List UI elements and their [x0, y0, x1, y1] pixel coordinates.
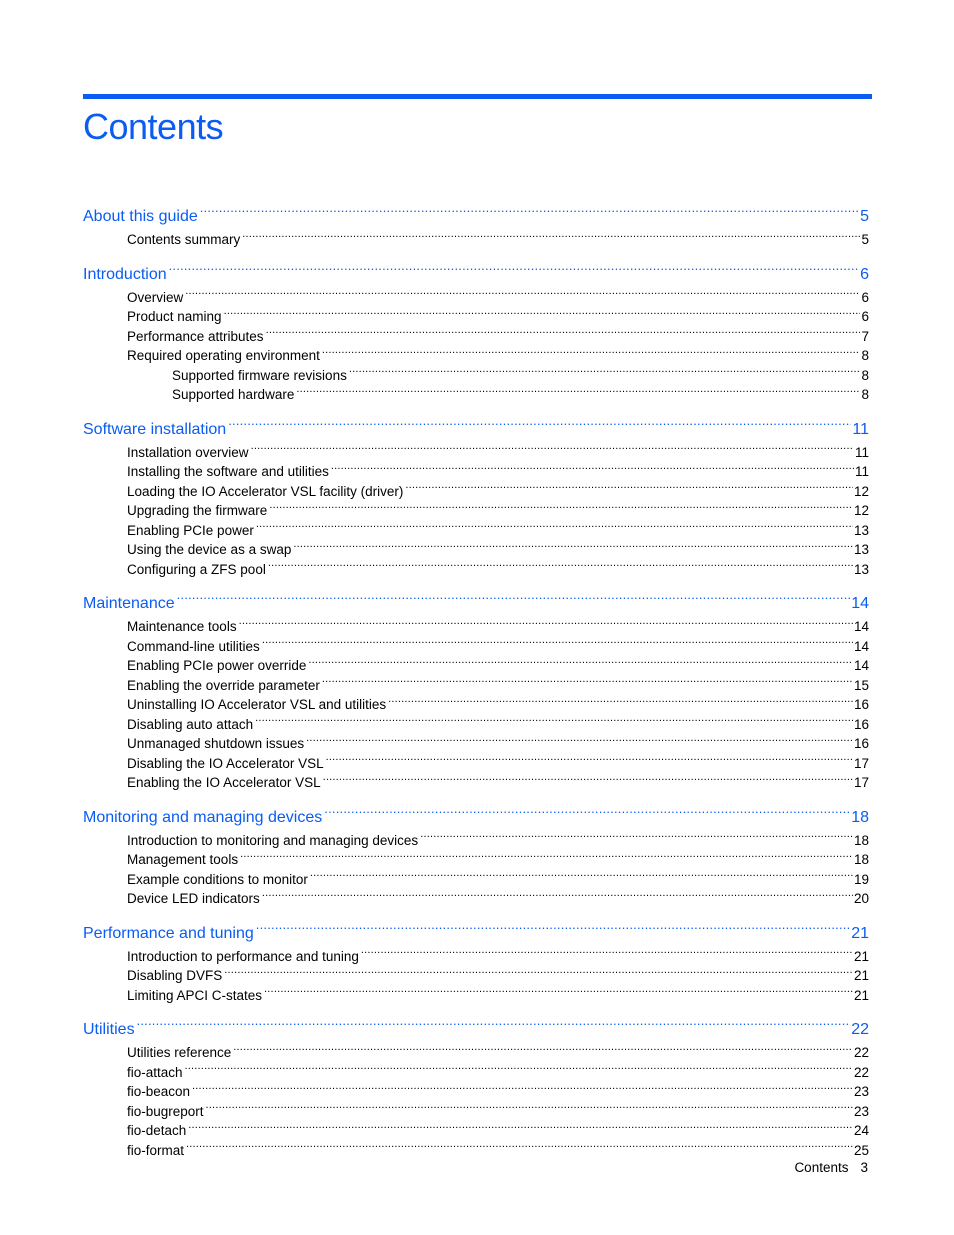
toc-section [83, 417, 869, 580]
toc-entry-title: Device LED indicators [127, 891, 260, 906]
toc-leader-dots [185, 288, 860, 302]
toc-entry-page: 14 [853, 638, 869, 654]
toc-chapter-title: Introduction [83, 265, 167, 283]
toc-entry-page: 11 [854, 444, 869, 460]
toc-subsection-link[interactable] [83, 676, 869, 696]
toc-entry-title: Enabling PCIe power override [127, 658, 307, 673]
title-rule [83, 94, 872, 99]
toc-leader-dots [256, 521, 853, 535]
toc-entry-title: Limiting APCI C-states [127, 987, 263, 1003]
toc-subsection-link[interactable] [83, 230, 869, 250]
toc-leader-dots [264, 986, 853, 1000]
toc-entry-page: 18 [853, 832, 869, 848]
toc-entry-title: Disabling DVFS [127, 968, 223, 983]
toc-subsection-link[interactable] [83, 560, 869, 580]
toc-entry-page: 13 [853, 542, 869, 557]
toc-entry-page: 13 [853, 561, 869, 577]
toc-section [83, 1017, 869, 1160]
toc-subsection-link[interactable] [83, 462, 869, 482]
toc-entry-title: Maintenance tools [127, 619, 237, 634]
toc-chapter-title: Monitoring and managing devices [83, 808, 323, 826]
toc-subsection-link[interactable] [83, 773, 869, 793]
toc-section [83, 591, 869, 793]
toc-leader-dots [323, 774, 853, 788]
toc-entry-page: 16 [853, 716, 869, 732]
toc-entry-title: Management tools [127, 852, 239, 867]
toc-subsection-link[interactable] [83, 482, 869, 502]
toc-leader-dots [256, 922, 850, 938]
toc-leader-dots [185, 1063, 853, 1077]
toc-entry-title: fio-format [127, 1142, 185, 1158]
toc-leader-dots [293, 541, 853, 555]
toc-entry-page: 14 [853, 658, 869, 673]
toc-entry-title: Overview [127, 289, 184, 305]
toc-entry-page: 5 [861, 232, 869, 247]
toc-entry-title: Upgrading the firmware [127, 503, 268, 518]
toc-subsection-link[interactable] [83, 695, 869, 715]
toc-chapter-title: Software installation [83, 420, 227, 438]
toc-subsection-link[interactable] [83, 1141, 869, 1161]
toc-entry-title: Enabling the IO Accelerator VSL [127, 775, 321, 790]
toc-leader-dots [239, 618, 853, 632]
toc-entry-title: Example conditions to monitor [127, 871, 308, 887]
toc-leader-dots [324, 806, 850, 822]
toc-subsection-link[interactable] [83, 1121, 869, 1141]
toc-subsection-link[interactable] [83, 947, 869, 967]
toc-leader-dots [405, 482, 853, 496]
toc-entry-page: 8 [861, 348, 869, 363]
toc-entry-page: 21 [853, 968, 869, 983]
toc-entry-page: 17 [853, 755, 869, 771]
toc-section [83, 204, 869, 250]
toc-leader-dots [262, 890, 853, 904]
toc-leader-dots [331, 463, 854, 477]
toc-entry-title: Utilities reference [127, 1045, 232, 1060]
toc-leader-dots [322, 347, 861, 361]
toc-chapter-link[interactable] [83, 921, 869, 947]
toc-leader-dots [349, 366, 861, 380]
table-of-contents [83, 204, 869, 1160]
toc-entry-page: 13 [853, 522, 869, 538]
toc-leader-dots [192, 1083, 853, 1097]
toc-leader-dots [137, 1018, 851, 1034]
toc-chapter-title: Maintenance [83, 595, 175, 612]
toc-entry-page: 20 [853, 891, 869, 906]
toc-subsection-link[interactable] [83, 637, 869, 657]
toc-entry-page: 15 [853, 677, 869, 693]
toc-chapter-page: 22 [851, 1021, 869, 1038]
toc-leader-dots [206, 1102, 853, 1116]
toc-entry-title: fio-detach [127, 1123, 187, 1138]
toc-entry-page: 18 [853, 852, 869, 867]
toc-subsection-link[interactable] [83, 889, 869, 909]
toc-subsection-link[interactable] [83, 288, 869, 308]
toc-entry-page: 7 [861, 328, 869, 344]
toc-entry-page: 14 [853, 619, 869, 634]
toc-leader-dots [266, 327, 861, 341]
toc-leader-dots [224, 967, 853, 981]
toc-entry-page: 23 [853, 1084, 869, 1099]
toc-entry-title: Disabling auto attach [127, 716, 254, 732]
toc-leader-dots [228, 418, 851, 434]
toc-chapter-link[interactable] [83, 1017, 869, 1043]
page-title: Contents [83, 106, 224, 147]
toc-entry-title: Supported firmware revisions [172, 367, 347, 383]
footer-page-number: 3 [860, 1160, 868, 1175]
toc-entry-title: Introduction to performance and tuning [127, 948, 359, 964]
toc-entry-page: 11 [854, 464, 869, 479]
toc-entry-page: 6 [861, 289, 869, 305]
toc-subsection-link[interactable] [83, 1043, 869, 1063]
toc-entry-title: fio-attach [127, 1064, 183, 1080]
toc-leader-dots [186, 1141, 853, 1155]
toc-subsubsection-link[interactable] [83, 366, 869, 386]
toc-entry-title: Performance attributes [127, 328, 264, 344]
toc-leader-dots [308, 657, 853, 671]
toc-subsection-link[interactable] [83, 1102, 869, 1122]
toc-entry-title: Loading the IO Accelerator VSL facility (driver) [127, 483, 404, 499]
toc-leader-dots [169, 263, 859, 279]
toc-entry-title: Uninstalling IO Accelerator VSL and utilities [127, 697, 387, 712]
toc-subsection-link[interactable] [83, 754, 869, 774]
toc-entry-title: Unmanaged shutdown issues [127, 736, 305, 751]
toc-subsection-link[interactable] [83, 617, 869, 637]
toc-chapter-link[interactable] [83, 417, 869, 443]
toc-chapter-page: 14 [851, 595, 869, 612]
toc-entry-page: 12 [853, 483, 869, 499]
toc-entry-page: 24 [853, 1123, 869, 1138]
toc-leader-dots [251, 443, 854, 457]
toc-subsection-link[interactable] [83, 501, 869, 521]
toc-entry-title: Disabling the IO Accelerator VSL [127, 755, 324, 771]
toc-subsection-link[interactable] [83, 327, 869, 347]
toc-leader-dots [188, 1122, 853, 1136]
toc-leader-dots [262, 637, 853, 651]
toc-chapter-title: Performance and tuning [83, 924, 254, 942]
toc-subsection-link[interactable] [83, 831, 869, 851]
toc-entry-title: Contents summary [127, 232, 241, 247]
toc-section [83, 262, 869, 405]
toc-chapter-link[interactable] [83, 805, 869, 831]
toc-entry-page: 23 [853, 1103, 869, 1119]
toc-entry-title: Command-line utilities [127, 638, 260, 654]
toc-chapter-title: Utilities [83, 1021, 135, 1038]
toc-entry-page: 8 [861, 387, 869, 402]
toc-subsection-link[interactable] [83, 870, 869, 890]
toc-section [83, 921, 869, 1006]
toc-subsection-link[interactable] [83, 850, 869, 870]
toc-chapter-page: 5 [860, 208, 869, 225]
toc-leader-dots [388, 696, 853, 710]
toc-leader-dots [242, 231, 860, 245]
toc-entry-title: Installing the software and utilities [127, 464, 329, 479]
toc-entry-page: 17 [853, 775, 869, 790]
toc-entry-title: Introduction to monitoring and managing devices [127, 832, 419, 848]
toc-subsection-link[interactable] [83, 966, 869, 986]
toc-entry-title: Configuring a ZFS pool [127, 561, 266, 577]
toc-entry-title: Enabling the override parameter [127, 677, 320, 693]
toc-entry-title: fio-bugreport [127, 1103, 204, 1119]
toc-chapter-link[interactable] [83, 591, 869, 617]
toc-subsection-link[interactable] [83, 307, 869, 327]
toc-entry-page: 21 [853, 987, 869, 1003]
toc-leader-dots [233, 1044, 853, 1058]
toc-leader-dots [361, 947, 853, 961]
toc-entry-page: 8 [861, 367, 869, 383]
toc-entry-page: 12 [853, 503, 869, 518]
toc-chapter-page: 21 [851, 924, 869, 942]
toc-entry-page: 19 [853, 871, 869, 887]
toc-subsection-link[interactable] [83, 656, 869, 676]
toc-leader-dots [296, 386, 860, 400]
toc-subsection-link[interactable] [83, 521, 869, 541]
toc-leader-dots [420, 831, 853, 845]
toc-chapter-page: 18 [851, 808, 869, 826]
toc-subsection-link[interactable] [83, 734, 869, 754]
toc-entry-title: Installation overview [127, 444, 249, 460]
toc-entry-page: 6 [861, 309, 869, 324]
toc-entry-page: 16 [853, 697, 869, 712]
toc-chapter-link[interactable] [83, 204, 869, 230]
toc-subsection-link[interactable] [83, 346, 869, 366]
toc-entry-page: 22 [853, 1064, 869, 1080]
toc-leader-dots [224, 308, 861, 322]
toc-entry-page: 25 [853, 1142, 869, 1158]
toc-leader-dots [306, 735, 853, 749]
toc-leader-dots [269, 502, 853, 516]
toc-chapter-page: 11 [852, 420, 869, 438]
toc-entry-title: Using the device as a swap [127, 542, 292, 557]
toc-leader-dots [200, 205, 859, 221]
toc-entry-title: Required operating environment [127, 348, 320, 363]
toc-leader-dots [310, 870, 853, 884]
toc-leader-dots [240, 851, 853, 865]
toc-chapter-page: 6 [860, 265, 869, 283]
toc-leader-dots [255, 715, 853, 729]
toc-leader-dots [177, 592, 851, 608]
toc-entry-page: 21 [853, 948, 869, 964]
toc-subsection-link[interactable] [83, 1082, 869, 1102]
toc-section [83, 805, 869, 909]
toc-subsection-link[interactable] [83, 540, 869, 560]
toc-entry-page: 16 [853, 736, 869, 751]
toc-subsubsection-link[interactable] [83, 385, 869, 405]
toc-chapter-title: About this guide [83, 208, 198, 225]
page-footer [794, 1158, 868, 1178]
toc-leader-dots [268, 560, 853, 574]
toc-subsection-link[interactable] [83, 1063, 869, 1083]
toc-entry-title: Product naming [127, 309, 222, 324]
toc-leader-dots [322, 676, 853, 690]
toc-entry-page: 22 [853, 1045, 869, 1060]
footer-label: Contents [794, 1160, 849, 1175]
toc-chapter-link[interactable] [83, 262, 869, 288]
toc-entry-title: fio-beacon [127, 1084, 191, 1099]
toc-entry-title: Enabling PCIe power [127, 522, 254, 538]
toc-leader-dots [326, 754, 853, 768]
toc-entry-title: Supported hardware [172, 387, 295, 402]
toc-subsection-link[interactable] [83, 443, 869, 463]
toc-subsection-link[interactable] [83, 986, 869, 1006]
toc-subsection-link[interactable] [83, 715, 869, 735]
